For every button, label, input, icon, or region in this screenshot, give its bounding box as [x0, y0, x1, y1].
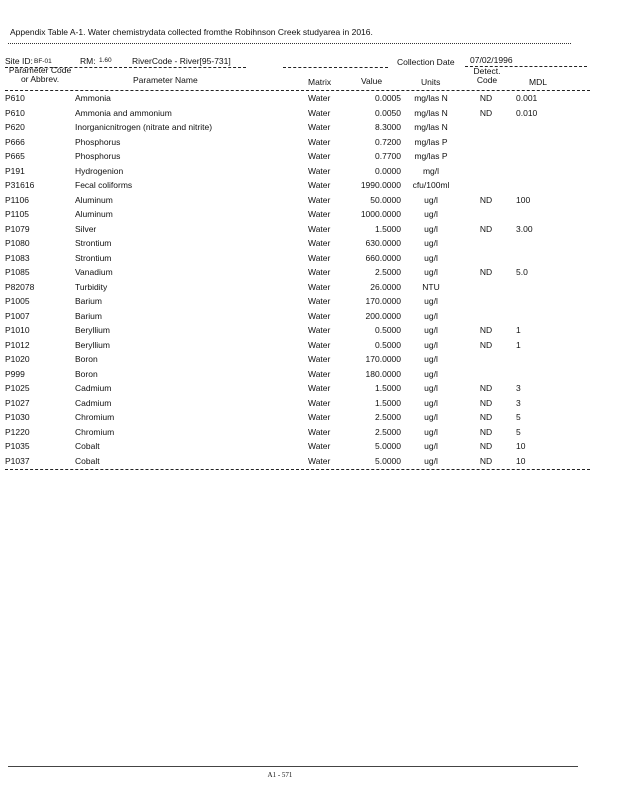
cell-matrix: Water: [308, 441, 331, 451]
table-row: [0, 325, 618, 340]
cell-matrix: Water: [308, 412, 331, 422]
cell-value: 2.5000: [375, 267, 401, 277]
cell-detect: ND: [479, 412, 493, 422]
column-header-code: [5, 66, 75, 84]
cell-name: Hydrogenion: [75, 165, 124, 176]
cell-value: 0.7700: [375, 151, 401, 161]
column-header-code-line2: or Abbrev.: [20, 74, 60, 84]
cell-detect: ND: [479, 93, 493, 103]
column-header-name: Parameter Name: [133, 75, 198, 85]
column-header-code-line1: Parameter Code: [8, 65, 72, 75]
table-row: [0, 166, 618, 181]
column-header-detect-line1: Detect.: [473, 66, 501, 76]
cell-code: P999: [5, 368, 25, 379]
cell-name: Chromium: [75, 426, 115, 437]
cell-matrix: Water: [308, 310, 331, 321]
cell-matrix: Water: [308, 122, 331, 132]
table-row: [0, 195, 618, 210]
cell-matrix: Water: [308, 238, 331, 248]
cell-value: 50.0000: [370, 194, 401, 205]
cell-units: ug/l: [424, 339, 438, 350]
cell-code: P1007: [5, 310, 30, 321]
cell-mdl: 100: [516, 194, 531, 205]
cell-name: Boron: [75, 368, 98, 379]
cell-matrix: Water: [308, 339, 331, 350]
cell-value: 1990.0000: [360, 180, 401, 190]
cell-code: P82078: [5, 281, 35, 292]
cell-detect: ND: [479, 383, 493, 393]
site-id-value: BF-01: [34, 58, 52, 65]
cell-value: 26.0000: [370, 281, 401, 292]
cell-units: ug/l: [424, 354, 438, 364]
table-row: [0, 296, 618, 311]
cell-name: Cadmium: [75, 383, 112, 393]
cell-matrix: Water: [308, 281, 331, 292]
table-row: [0, 441, 618, 456]
cell-code: P31616: [5, 180, 35, 190]
cell-value: 0.5000: [375, 325, 401, 335]
cell-mdl: 5: [516, 426, 521, 437]
cell-name: Boron: [75, 354, 98, 364]
cell-units: ug/l: [424, 397, 438, 408]
cell-value: 0.5000: [375, 339, 401, 350]
cell-matrix: Water: [308, 267, 331, 277]
cell-units: ug/l: [424, 368, 438, 379]
cell-code: P191: [5, 165, 25, 176]
cell-code: P620: [5, 122, 25, 132]
cell-code: P610: [5, 107, 25, 118]
cell-name: Fecal coliforms: [75, 180, 133, 190]
cell-code: P666: [5, 136, 25, 147]
cell-units: ug/l: [424, 296, 438, 306]
cell-value: 8.3000: [375, 122, 401, 132]
cell-matrix: Water: [308, 383, 331, 393]
cell-matrix: Water: [308, 354, 331, 364]
cell-mdl: 0.010: [516, 107, 538, 118]
cell-name: Inorganicnitrogen (nitrate and nitrite): [75, 122, 213, 132]
cell-value: 200.0000: [365, 310, 401, 321]
cell-units: mg/las N: [414, 93, 448, 103]
cell-value: 1.5000: [375, 383, 401, 393]
cell-units: mg/l: [422, 165, 440, 176]
cell-detect: ND: [479, 267, 493, 277]
table-row: [0, 427, 618, 442]
cell-value: 5.0000: [375, 455, 401, 466]
cell-matrix: Water: [308, 180, 331, 190]
cell-detect: ND: [479, 339, 493, 350]
cell-mdl: 5.0: [516, 267, 528, 277]
cell-value: 170.0000: [365, 296, 401, 306]
table-row: [0, 456, 618, 471]
cell-name: Strontium: [75, 238, 112, 248]
cell-value: 0.7200: [375, 136, 401, 147]
cell-matrix: Water: [308, 107, 331, 118]
table-row: [0, 383, 618, 398]
cell-matrix: Water: [308, 136, 331, 147]
cell-matrix: Water: [308, 397, 331, 408]
cell-matrix: Water: [308, 252, 331, 263]
cell-units: ug/l: [424, 310, 438, 321]
table-row: [0, 267, 618, 282]
table-row: [0, 122, 618, 137]
cell-value: 1.5000: [375, 223, 401, 234]
cell-matrix: Water: [308, 325, 331, 335]
cell-units: ug/l: [424, 426, 438, 437]
table-row: [0, 253, 618, 268]
cell-units: ug/l: [424, 209, 438, 219]
table-row: [0, 93, 618, 108]
cell-units: ug/l: [424, 194, 438, 205]
cell-value: 2.5000: [375, 426, 401, 437]
cell-units: ug/l: [424, 325, 438, 335]
cell-matrix: Water: [308, 209, 331, 219]
cell-name: Ammonia: [75, 93, 111, 103]
column-header-mdl: MDL: [529, 77, 547, 87]
cell-units: mg/las N: [414, 107, 448, 118]
cell-mdl: 10: [516, 441, 526, 451]
table-row: [0, 238, 618, 253]
cell-code: P1083: [5, 252, 30, 263]
table-row: [0, 282, 618, 297]
cell-mdl: 10: [516, 455, 526, 466]
cell-value: 1.5000: [375, 397, 401, 408]
page-number: A1 - 571: [267, 771, 293, 779]
collection-date-label: Collection Date: [397, 57, 455, 67]
cell-name: Ammonia and ammonium: [75, 107, 172, 118]
cell-code: P1020: [5, 354, 30, 364]
cell-code: P610: [5, 93, 25, 103]
cell-name: Aluminum: [75, 194, 113, 205]
table-row: [0, 398, 618, 413]
cell-matrix: Water: [308, 194, 331, 205]
cell-units: ug/l: [424, 223, 438, 234]
cell-name: Cobalt: [75, 455, 100, 466]
header-top-rule-mid: [283, 67, 388, 68]
cell-units: ug/l: [424, 383, 438, 393]
cell-code: P1027: [5, 397, 30, 408]
cell-units: NTU: [422, 281, 440, 292]
column-header-detect: [472, 67, 502, 85]
table-title: Appendix Table A-1. Water chemistrydata collected fromthe Robihnson Creek studyarea in 2016.: [10, 27, 373, 37]
cell-value: 1000.0000: [360, 209, 401, 219]
cell-units: mg/las P: [414, 136, 448, 147]
table-row: [0, 108, 618, 123]
title-divider: [8, 43, 571, 44]
cell-mdl: 5: [516, 412, 521, 422]
cell-value: 2.5000: [375, 412, 401, 422]
table-bottom-rule: [5, 469, 590, 470]
cell-detect: ND: [479, 455, 493, 466]
cell-code: P1025: [5, 383, 30, 393]
cell-matrix: Water: [308, 151, 331, 161]
cell-mdl: 0.001: [516, 93, 538, 103]
cell-value: 180.0000: [365, 368, 401, 379]
column-header-value: Value: [361, 76, 383, 86]
column-header-matrix: Matrix: [308, 77, 332, 87]
column-header-units: Units: [421, 77, 441, 87]
cell-name: Turbidity: [75, 281, 108, 292]
footer-rule: [8, 766, 578, 767]
cell-mdl: 3: [516, 383, 521, 393]
table-row: [0, 340, 618, 355]
cell-name: Phosphorus: [75, 136, 121, 147]
cell-name: Cadmium: [75, 397, 112, 408]
cell-value: 0.0000: [375, 165, 401, 176]
cell-code: P1030: [5, 412, 30, 422]
river-code: RiverCode - River[95-731]: [132, 56, 231, 66]
cell-name: Strontium: [75, 252, 112, 263]
table-row: [0, 209, 618, 224]
header-bottom-rule: [5, 90, 590, 91]
cell-matrix: Water: [308, 223, 331, 234]
cell-units: ug/l: [424, 252, 438, 263]
cell-value: 0.0050: [375, 107, 401, 118]
cell-value: 630.0000: [365, 238, 401, 248]
cell-name: Cobalt: [75, 441, 100, 451]
cell-detect: ND: [479, 194, 493, 205]
cell-units: mg/las N: [414, 122, 448, 132]
cell-value: 170.0000: [365, 354, 401, 364]
cell-units: ug/l: [424, 238, 438, 248]
cell-name: Silver: [75, 223, 97, 234]
cell-value: 0.0005: [375, 93, 401, 103]
cell-code: P1035: [5, 441, 30, 451]
column-header-detect-line2: Code: [476, 75, 498, 85]
table-row: [0, 412, 618, 427]
cell-matrix: Water: [308, 426, 331, 437]
cell-name: Beryllium: [75, 339, 110, 350]
cell-units: ug/l: [424, 455, 438, 466]
cell-units: ug/l: [424, 267, 438, 277]
cell-name: Beryllium: [75, 325, 110, 335]
cell-value: 660.0000: [365, 252, 401, 263]
river-mile-label: RM:: [80, 56, 96, 66]
cell-detect: ND: [479, 107, 493, 118]
cell-name: Chromium: [75, 412, 115, 422]
table-row: [0, 311, 618, 326]
cell-matrix: Water: [308, 455, 331, 466]
cell-detect: ND: [479, 223, 493, 234]
cell-code: P665: [5, 151, 25, 161]
cell-code: P1037: [5, 455, 30, 466]
cell-detect: ND: [479, 426, 493, 437]
cell-mdl: 1: [516, 325, 521, 335]
cell-code: P1079: [5, 223, 30, 234]
river-mile-value: 1.60: [99, 57, 112, 64]
collection-date-value: 07/02/1996: [470, 55, 513, 65]
cell-matrix: Water: [308, 368, 331, 379]
cell-units: mg/las P: [414, 151, 448, 161]
cell-name: Phosphorus: [75, 151, 121, 161]
cell-units: ug/l: [424, 412, 438, 422]
cell-mdl: 3.00: [516, 223, 533, 234]
cell-value: 5.0000: [375, 441, 401, 451]
table-row: [0, 369, 618, 384]
table-row: [0, 224, 618, 239]
cell-code: P1010: [5, 325, 30, 335]
table-row: [0, 151, 618, 166]
cell-matrix: Water: [308, 93, 331, 103]
cell-mdl: 1: [516, 339, 521, 350]
cell-code: P1220: [5, 426, 30, 437]
cell-units: ug/l: [424, 441, 438, 451]
site-id-label: Site ID:: [5, 56, 33, 66]
cell-detect: ND: [479, 441, 493, 451]
cell-code: P1085: [5, 267, 30, 277]
table-row: [0, 354, 618, 369]
cell-name: Aluminum: [75, 209, 113, 219]
cell-code: P1106: [5, 194, 29, 205]
cell-matrix: Water: [308, 296, 331, 306]
cell-units: cfu/100ml: [412, 180, 450, 190]
cell-detect: ND: [479, 325, 493, 335]
cell-name: Vanadium: [75, 267, 113, 277]
table-row: [0, 137, 618, 152]
cell-code: P1080: [5, 238, 30, 248]
cell-mdl: 3: [516, 397, 521, 408]
cell-code: P1012: [5, 339, 30, 350]
cell-name: Barium: [75, 296, 102, 306]
table-row: [0, 180, 618, 195]
cell-name: Barium: [75, 310, 102, 321]
cell-detect: ND: [479, 397, 493, 408]
cell-code: P1005: [5, 296, 30, 306]
cell-matrix: Water: [308, 165, 331, 176]
cell-code: P1105: [5, 209, 29, 219]
